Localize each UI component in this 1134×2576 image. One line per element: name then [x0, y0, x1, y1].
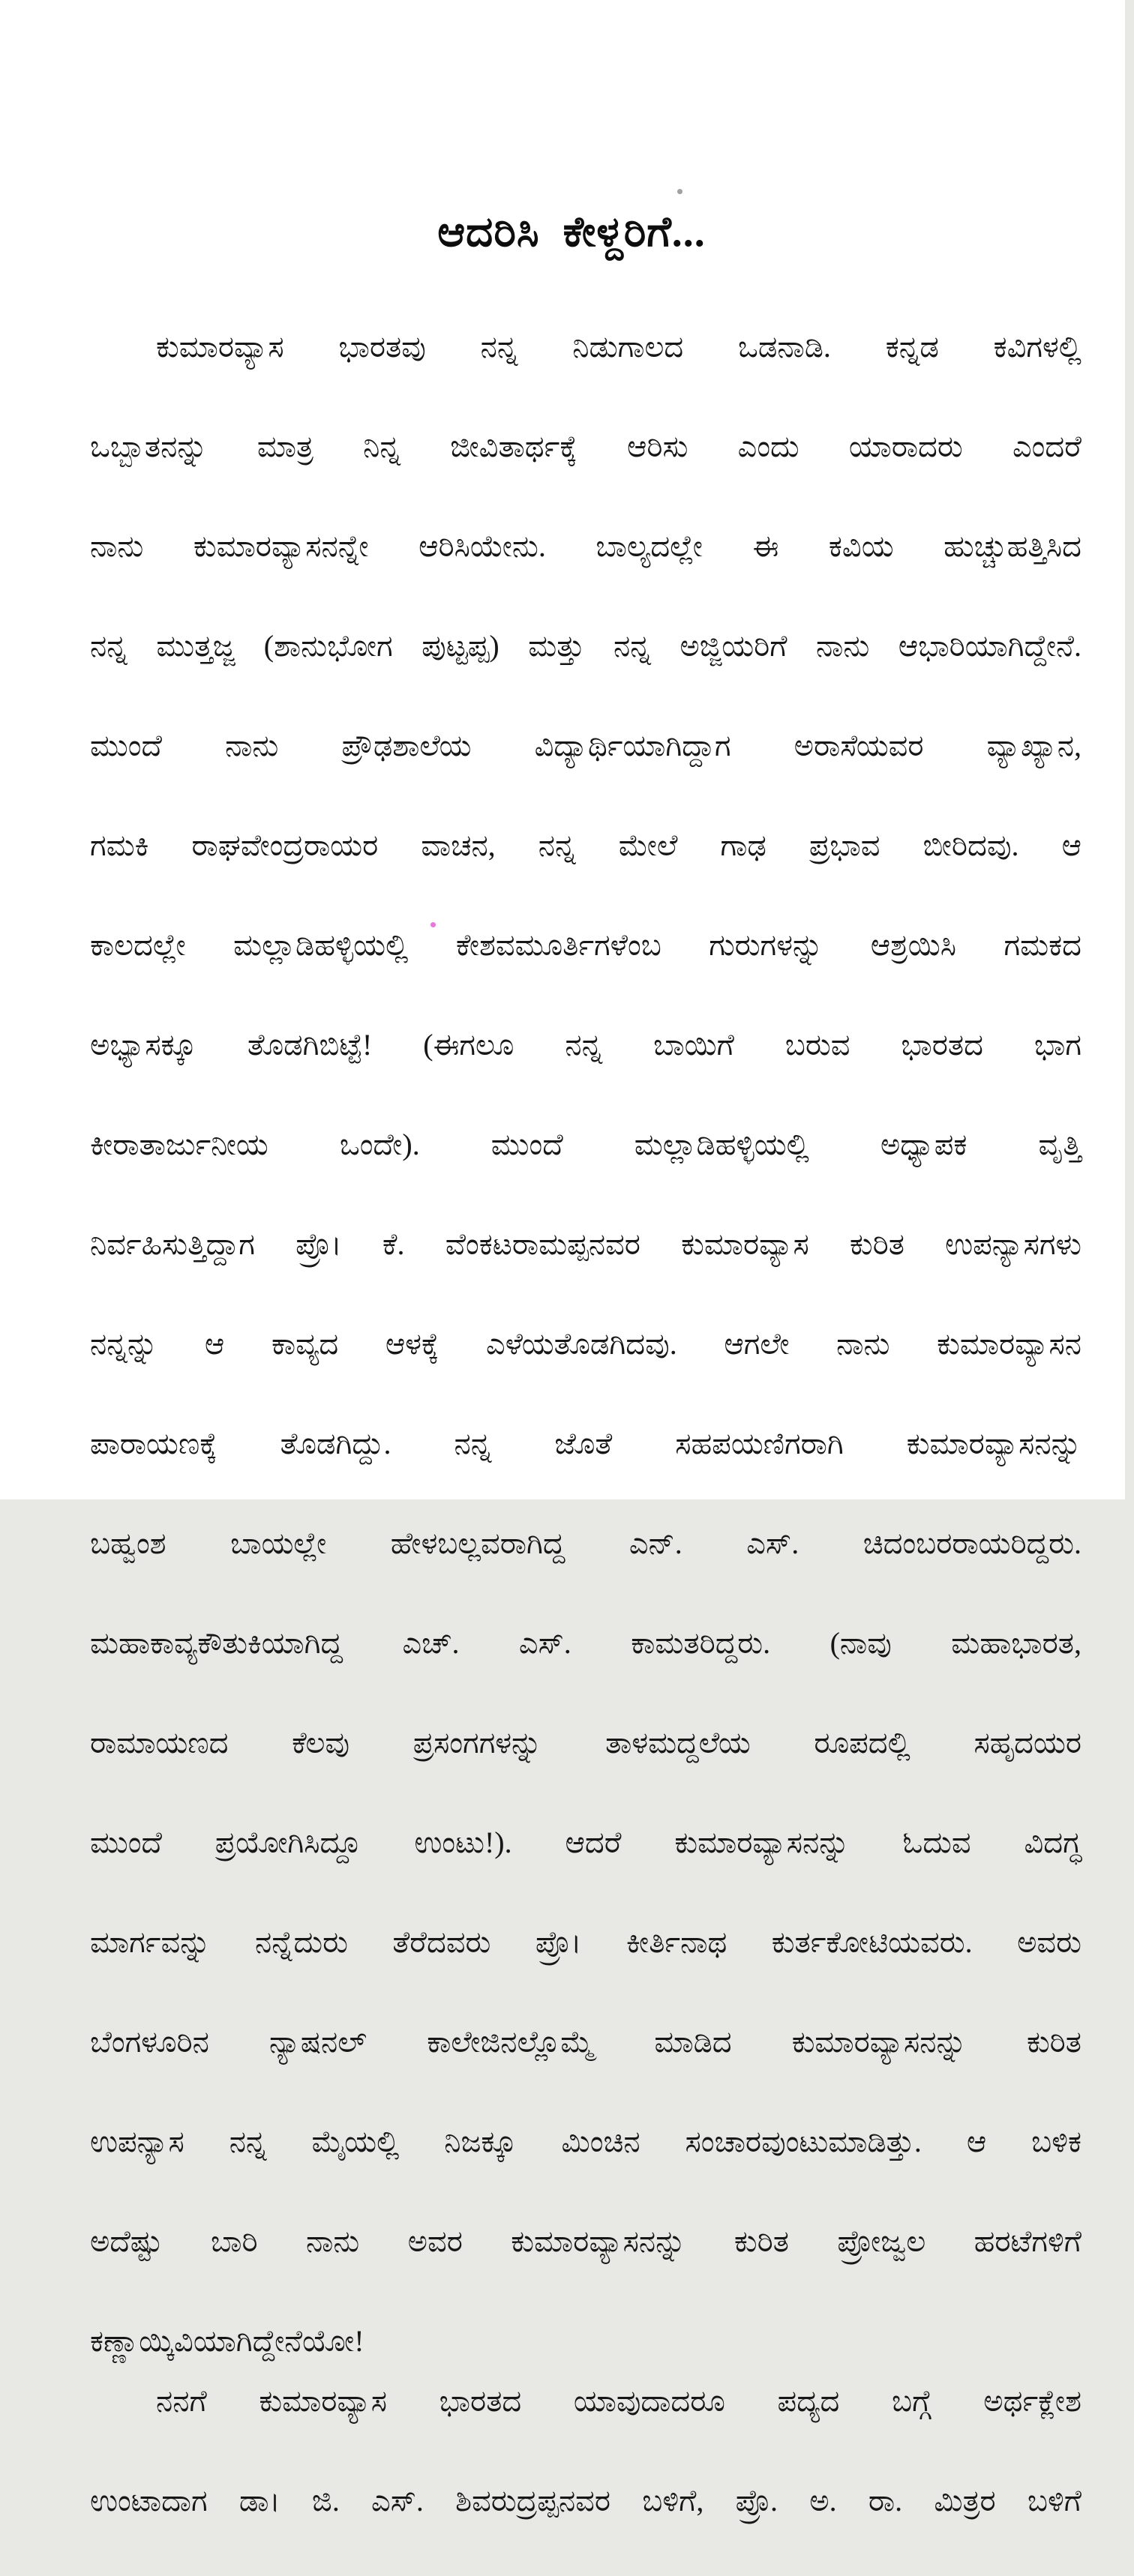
text-line: ಉಂಟಾದಾಗ ಡಾ। ಜಿ. ಎಸ್. ಶಿವರುದ್ರಪ್ಪನವರ ಬಳಿಗೆ, ಪ್ರೊ. ಅ. ರಾ. ಮಿತ್ರರ ಬಳಿಗೆ	[90, 2483, 1082, 2518]
page-body	[90, 322, 1082, 2576]
text-line: ನನ್ನ ಮುತ್ತಜ್ಜ (ಶಾನುಭೋಗ ಪುಟ್ಟಪ್ಪ) ಮತ್ತು ನನ್ನ ಅಜ್ಜಿಯರಿಗೆ ನಾನು ಆಭಾರಿಯಾಗಿದ್ದೇನೆ.	[90, 629, 1082, 663]
text-line: ಅಭ್ಯಾಸಕ್ಕೂ ತೊಡಗಿಬಿಟ್ಟೆ! (ಈಗಲೂ ನನ್ನ ಬಾಯಿಗೆ ಬರುವ ಭಾರತದ ಭಾಗ	[90, 1028, 1082, 1062]
paragraph	[90, 322, 1082, 2367]
text-line: ಅದೆಷ್ಟು ಬಾರಿ ನಾನು ಅವರ ಕುಮಾರವ್ಯಾಸನನ್ನು ಕುರಿತ ಪ್ರೋಜ್ವಲ ಹರಟೆಗಳಿಗೆ	[90, 2224, 1082, 2258]
text-line: ಉಪನ್ಯಾಸ ನನ್ನ ಮೈಯಲ್ಲಿ ನಿಜಕ್ಕೂ ಮಿಂಚಿನ ಸಂಚಾರವುಂಟುಮಾಡಿತ್ತು. ಆ ಬಳಿಕ	[90, 2125, 1082, 2158]
text-line: ನಾನು ಕುಮಾರವ್ಯಾಸನನ್ನೇ ಆರಿಸಿಯೇನು. ಬಾಲ್ಯದಲ್ಲೇ ಈ ಕವಿಯ ಹುಚ್ಚುಹತ್ತಿಸಿದ	[90, 529, 1082, 563]
text-line: ರಾಮಾಯಣದ ಕೆಲವು ಪ್ರಸಂಗಗಳನ್ನು ತಾಳಮದ್ದಲೆಯ ರೂಪದಲ್ಲಿ ಸಹೃದಯರ	[90, 1726, 1082, 1760]
text-line: ನಿರ್ವಹಿಸುತ್ತಿದ್ದಾಗ ಪ್ರೊ। ಕೆ. ವೆಂಕಟರಾಮಪ್ಪನವರ ಕುಮಾರವ್ಯಾಸ ಕುರಿತ ಉಪನ್ಯಾಸಗಳು	[90, 1227, 1082, 1261]
text-line: ಒಬ್ಬಾತನನ್ನು ಮಾತ್ರ ನಿನ್ನ ಜೀವಿತಾರ್ಥಕ್ಕೆ ಆರಿಸು ಎಂದು ಯಾರಾದರು ಎಂದರೆ	[90, 430, 1082, 463]
text-line: ಮುಂದೆ ಪ್ರಯೋಗಿಸಿದ್ದೂ ಉಂಟು!). ಆದರೆ ಕುಮಾರವ್ಯಾಸನನ್ನು ಓದುವ ವಿದಗ್ಧ	[90, 1826, 1082, 1859]
text-line: ಕುಮಾರವ್ಯಾಸ ಭಾರತವು ನನ್ನ ನಿಡುಗಾಲದ ಒಡನಾಡಿ. ಕನ್ನಡ ಕವಿಗಳಲ್ಲಿ	[156, 330, 1082, 364]
text-line: ಪಾರಾಯಣಕ್ಕೆ ತೊಡಗಿದ್ದು. ನನ್ನ ಜೊತೆ ಸಹಪಯಣಿಗರಾಗಿ ಕುಮಾರವ್ಯಾಸನನ್ನು	[90, 1427, 1082, 1460]
text-line: ಕೀರಾತಾರ್ಜುನೀಯ ಒಂದೇ). ಮುಂದೆ ಮಲ್ಲಾಡಿಹಳ್ಳಿಯಲ್ಲಿ ಅಧ್ಯಾಪಕ ವೃತ್ತಿ	[90, 1128, 1082, 1161]
scan-artifact-dot	[677, 189, 682, 194]
page-title: ಆದರಿಸಿ ಕೇಳ್ದರಿಗೆ...	[437, 208, 706, 256]
text-line: ಬೆಂಗಳೂರಿನ ನ್ಯಾಷನಲ್ ಕಾಲೇಜಿನಲ್ಲೊಮ್ಮೆ ಮಾಡಿದ ಕುಮಾರವ್ಯಾಸನನ್ನು ಕುರಿತ	[90, 2025, 1082, 2059]
text-line: ಕಾಲದಲ್ಲೇ ಮಲ್ಲಾಡಿಹಳ್ಳಿಯಲ್ಲಿ ಕೇಶವಮೂರ್ತಿಗಳೆಂಬ ಗುರುಗಳನ್ನು ಆಶ್ರಯಿಸಿ ಗಮಕದ	[90, 928, 1082, 962]
text-line: ಬಹ್ವಂಶ ಬಾಯಲ್ಲೇ ಹೇಳಬಲ್ಲವರಾಗಿದ್ದ ಎನ್. ಎಸ್. ಚಿದಂಬರರಾಯರಿದ್ದರು.	[90, 1526, 1082, 1560]
text-line: ಮುಂದೆ ನಾನು ಪ್ರೌಢಶಾಲೆಯ ವಿದ್ಯಾರ್ಥಿಯಾಗಿದ್ದಾಗ ಅರಾಸೆಯವರ ವ್ಯಾಖ್ಯಾನ,	[90, 729, 1082, 762]
text-line: ಕಣ್ಣಾಯ್ಕಿವಿಯಾಗಿದ್ದೇನೆಯೋ!	[90, 2324, 364, 2358]
paragraph	[90, 2377, 1082, 2576]
text-line: ನನ್ನನ್ನು ಆ ಕಾವ್ಯದ ಆಳಕ್ಕೆ ಎಳೆಯತೊಡಗಿದವು. ಆಗಲೇ ನಾನು ಕುಮಾರವ್ಯಾಸನ	[90, 1327, 1082, 1361]
text-line: ಮಹಾಕಾವ್ಯಕೌತುಕಿಯಾಗಿದ್ದ ಎಚ್. ಎಸ್. ಕಾಮತರಿದ್ದರು. (ನಾವು ಮಹಾಭಾರತ,	[90, 1626, 1082, 1660]
text-line: ಗಮಕಿ ರಾಘವೇಂದ್ರರಾಯರ ವಾಚನ, ನನ್ನ ಮೇಲೆ ಗಾಢ ಪ್ರಭಾವ ಬೀರಿದವು. ಆ	[90, 828, 1082, 862]
text-line: ಮಾರ್ಗವನ್ನು ನನ್ನೆದುರು ತೆರೆದವರು ಪ್ರೊ। ಕೀರ್ತಿನಾಥ ಕುರ್ತಕೋಟಿಯವರು. ಅವರು	[90, 1925, 1082, 1959]
text-line: ನನಗೆ ಕುಮಾರವ್ಯಾಸ ಭಾರತದ ಯಾವುದಾದರೂ ಪದ್ಯದ ಬಗ್ಗೆ ಅರ್ಥಕ್ಲೇಶ	[156, 2383, 1082, 2418]
